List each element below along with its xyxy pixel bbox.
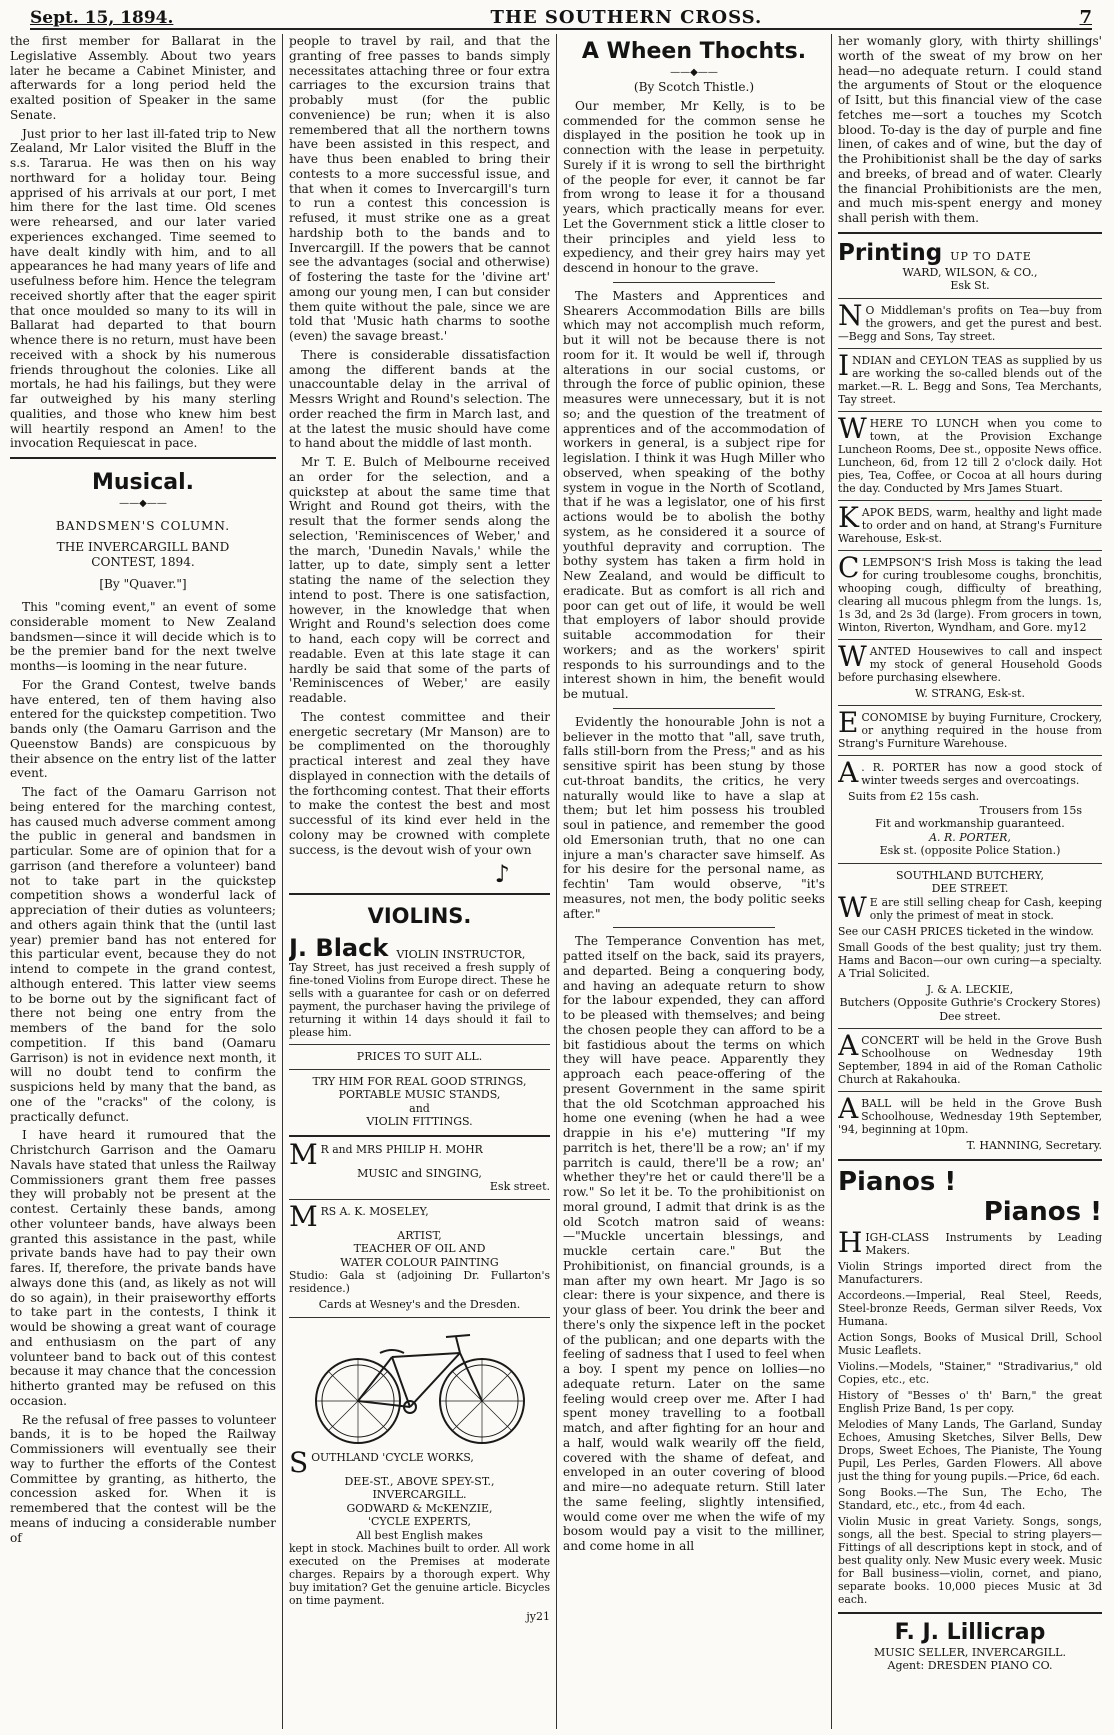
butchery-goods: Small Goods of the best quality; just try them. Hams and Bacon—our own curing—a specialty. A Trial Solicited.	[838, 940, 1102, 980]
column-3	[563, 34, 825, 1729]
ad-code: my12	[1056, 620, 1087, 634]
article-paragraph: Re the refusal of free passes to volunteer bands, it is to be hoped the Railway Commissioners will eventually see their way to further the efforts of the Contest Committee by granting, as hitherto, the concession asked for. When it is remembered that the contest will be the means of inducing a considerable number of	[10, 1412, 276, 1545]
section-divider	[289, 893, 550, 895]
ad-divider	[289, 1044, 550, 1045]
ad-divider	[838, 1028, 1102, 1029]
drop-cap: S	[289, 1445, 309, 1479]
ad-divider	[289, 1199, 550, 1200]
pianos-violin-music: Violin Music in great Variety. Songs, songs, songs, all the best. Special to string players—Fittings of all descriptions kept in stock, and of best quality only. New Music every week. Music for Ball business—violin, cornet, and piano, separate books. 10,000 pieces Music at 3d each.	[838, 1514, 1102, 1606]
pianos-strings: Violin Strings imported direct from the Manufacturers.	[838, 1259, 1102, 1286]
ad-divider	[838, 639, 1102, 640]
article-paragraph: I have heard it rumoured that the Christchurch Garrison and the Oamaru Navals have stated that unless the Railway Commissioners grant them free passes they will probably not be present at the contest. Certainly these bands, among other volunteer bands, have always been granted this assistance in the past, while private bands have had to pay their own fares. If, therefore, the private bands have always done this (and, as likely as not will do so again), in their praiseworthy efforts to take part in the contests, I think it would be showing a great want of courage and enthusiasm on the part of any volunteer band to back out of this contest because it may chance that the concession hitherto granted may be refused on this occasion.	[10, 1128, 276, 1408]
drop-cap: A	[838, 1029, 859, 1063]
porter-ad: . R. PORTER has now a good stock of winter tweeds serges and overcoatings.	[861, 761, 1102, 788]
section-divider	[838, 1159, 1102, 1161]
ad-divider	[838, 755, 1102, 756]
pianos-heading: Pianos !	[983, 1196, 1102, 1227]
economise-ad: CONOMISE by buying Furniture, Crockery, or anything required in the house from Strang's Furniture Warehouse.	[838, 711, 1102, 751]
butchery-prices: See our CASH PRICES ticketed in the window.	[838, 924, 1094, 938]
porter-suits: Suits from £2 15s cash.	[848, 790, 980, 804]
ad-divider	[289, 1135, 550, 1137]
ad-divider	[838, 298, 1102, 299]
irish-moss-ad: LEMPSON'S Irish Moss is taking the lead for curing troublesome coughs, bronchitis, whooping cough, difficulty of breathing, clearing all mucous phlegm from the lungs. 1s, 1s 3d, and 2s 3d (large). From grocers in town, Winton, Riverton, Wyndham, and Gore.	[838, 555, 1102, 634]
drop-cap: W	[838, 411, 867, 445]
article-paragraph: For the Grand Contest, twelve bands have entered, ten of them having also entered for the quickstep competition. Two bands only (the Oamaru Garrison and the Queenstow Bands) are conspicuous by their absence on the entry list of the latter event.	[10, 677, 276, 781]
column-rule	[556, 34, 557, 1729]
pianos-heading: Pianos !	[838, 1166, 957, 1197]
pianos-history: History of "Besses o' th' Barn," the great English Prize Band, 1s per copy.	[838, 1388, 1102, 1415]
black-ad-text: Tay Street, has just received a fresh supply of fine-toned Violins from Europe direct. These he sells with a guarantee for cash or on deferred payment, the purchaser having the privilege of returning it within 14 days should it fail to please him.	[289, 961, 550, 1040]
porter-guarantee: Fit and workmanship guaranteed.	[875, 817, 1065, 831]
pianos-makers: IGH-CLASS Instruments by Leading Makers.	[865, 1230, 1102, 1257]
diamond-ornament-icon: ——◆——	[670, 67, 718, 78]
teas-ad: NDIAN and CEYLON TEAS as supplied by us are working the so-called blends out of the market.—R. L. Begg and Sons, Tea Merchants, Tay street.	[838, 353, 1102, 406]
section-divider	[10, 457, 276, 459]
drop-cap: A	[838, 1092, 859, 1126]
cycle-makes: All best English makes	[356, 1528, 483, 1542]
bandsmen-heading: BANDSMEN'S COLUMN.	[55, 519, 231, 533]
ad-divider	[838, 705, 1102, 706]
cycle-experts: 'CYCLE EXPERTS,	[367, 1515, 472, 1529]
moseley-name: RS A. K. MOSELEY,	[320, 1204, 429, 1218]
lalor-paragraph: Just prior to her last ill-fated trip to New Zealand, Mr Lalor visited the Bluff in the s.s. Tararua. He was then on his way northward for a holiday tour. Being apprised of his arrivals at our port, I met him there for the last time. Old scenes were rehearsed, and our later varied experiences exchanged. Time seemed to have dealt kindly with him, and to all appearances he had many years of life and usefulness before him. Hence the telegram received shortly after that the eager spirit that once moulded so many to its will in Ballarat had departed to that bourn whence there is no return, must have been received with a shock by his numerous friends throughout the colonies. Like all mortals, he had his failings, but they were far outweighed by his many sterling qualities, and those who knew him best will heartily respond an Amen! to the invocation Requiescat in pace.	[10, 126, 276, 451]
mohr-subject: MUSIC and SINGING,	[357, 1166, 482, 1180]
column-1	[10, 34, 276, 1729]
ball-secretary: T. HANNING, Secretary.	[966, 1139, 1102, 1153]
ad-divider	[289, 1317, 550, 1318]
quaver-signoff-icon: ♪	[494, 860, 510, 889]
ad-divider	[838, 1091, 1102, 1092]
ball-notice: BALL will be held in the Grove Bush Schoolhouse, Wednesday 19th September, '94, beginning at 10pm.	[838, 1097, 1102, 1137]
butchery-location: Butchers (Opposite Guthrie's Crockery Stores)	[839, 996, 1101, 1010]
drop-cap: H	[838, 1225, 863, 1259]
tea-ad: O Middleman's profits on Tea—buy from the growers, and get the purest and best.—Begg and Sons, Tay street.	[838, 303, 1102, 343]
column-rule	[282, 34, 283, 1729]
byline: (By Scotch Thistle.)	[633, 80, 755, 94]
lillicrap-trade: MUSIC SELLER, INVERCARGILL.	[874, 1645, 1066, 1659]
article-paragraph: The Masters and Apprentices and Shearers Accommodation Bills are bills which may not accomplish much reform, but it will not be because there is not room for it. It would be well if, through alterations in our social customs, or through the force of public opinion, these measures were unnecessary, but it is not so; and the question of the treatment of apprentices and of the accommodation of workers in general, is a subject ripe for legislation. I think it was Hugh Miller who observed, when speaking of the bothy system in vogue in the North of Scotland, that if he was a legislator, one of his first actions would be to abolish the bothy system, as he considered it a source of youthful depravity and corruption. The bothy system has taken a firm hold in New Zealand, and would be difficult to eradicate. But as comfort is all rich and poor can get out of life, it would be well that employers of labor should provide suitable accommodation for their workers; and as the workers' spirit responds to his surroundings and to the interest shown in him, the benefit would be mutual.	[563, 288, 825, 701]
cycle-town: INVERCARGILL.	[372, 1488, 467, 1502]
drop-cap: E	[838, 706, 859, 740]
article-paragraph: her womanly glory, with thirty shillings' worth of the sweat of my brow on her head—no adequate return. I could stand the arguments of Stout or the eloquence of Isitt, but this financial view of the case fetches me—sort a touches my Scotch blood. To-day is the day of purple and fine linen, of cakes and of wine, but the day of the Prohibitionist shall be the day of sarks and breeks, of bread and of water. Clearly the financial Prohibitionists are the men, and much mis-spent energy and money shall perish with them.	[838, 34, 1102, 225]
mohr-address: Esk street.	[489, 1180, 550, 1194]
musical-heading: Musical.	[92, 470, 194, 495]
lunch-ad: HERE TO LUNCH when you come to town, at the Provision Exchange Luncheon Rooms, Dee st., opposite News office. Luncheon, 6d, from 12 till 2 o'clock daily. Hot pies, Tea, Coffee, or Cocoa at all hours during the day. Conducted by Mrs James Stuart.	[838, 416, 1102, 495]
article-paragraph: people to travel by rail, and that the granting of free passes to bands simply necessitates attaching three or four extra carriages to the excursion trains that probably must (for the public convenience) be run; when it is also remembered that all the northern towns have been assisted in this respect, and have thus been enabled to bring their contests to a more successful issue, and that when it comes to Invercargill's turn to run a contest this concession is refused, it must strike one as a great hardship both to the bands and to Invercargill. If the powers that be cannot see the advantages (social and otherwise) of fostering the taste for the 'divine art' among our young men, I can but consider them quite without the pale, since we are told that 'Music hath charms to soothe (even) the savage breast.'	[289, 34, 550, 343]
moseley-artist: ARTIST,	[397, 1228, 442, 1242]
violins-heading: VIOLINS.	[367, 904, 472, 929]
butchery-street: DEE STREET.	[931, 882, 1009, 896]
ad-divider	[838, 550, 1102, 551]
column-4	[838, 34, 1102, 1729]
column-rule	[831, 34, 832, 1729]
article-paragraph: The Temperance Convention has met, patted itself on the back, said its prayers, and departed. Being a conquering body, and having an adequate return to show for the labour expended, they can afford to be pleased with themselves; and being the chosen people they can afford to be a bit fastidious about the terms on which they will have peace. Apparently they approach each peace-offering of the present Government in the same spirit that the old Scotchman approached his home one evening (when he had a wee drappie in his e'e) muttering "If my parritch is het, there'll be a row; an' if my parritch is cauld, there'll be a row; an' whether they're het or cauld there'll be a row." So let it be. To the prohibitionist on moral ground, I admit that drink is as the old Scotch matron said of weans:—"Muckle uncertain blessings, and muckle certain care." But the Prohibitionist, on financial grounds, is a man after my own heart. Mr Jago is so clear: there is your sixpence, and there is your glass of beer. You drink the beer and there's only the sixpence left in the pocket of the publican; and one departs with the feeling of sadness that I used to feel when a boy. I spent my pence on lollies—no adequate return. Later on the same feeling would creep over me. After I had spent money travelling to a football match, and after fighting for an hour and a half, would walk wearily off the field, covered with the shame of defeat, and enveloped in an outer covering of blood and mire—no adequate return. Still later the same feeling, slightly intensified, would come over me when the wife of my bosom would pay a visit to the milliner, and come home in all	[563, 934, 825, 1553]
wanted-ad: ANTED Housewives to call and inspect my stock of general Household Goods before purchasing elsewhere.	[838, 644, 1102, 684]
moseley-painting: WATER COLOUR PAINTING	[340, 1255, 499, 1269]
article-paragraph: Mr T. E. Bulch of Melbourne received an order for the selection, and a quickstep at about the same time that Wright and Round got theirs, with the result that the former sends along the selection, 'Reminiscences of Weber,' and the march, 'Dunedin Navals,' while the latter, up to date, simply sent a letter stating the name of the selection they intend to post. There is one satisfaction, however, in the knowledge that when Wright and Round's selection does come to hand, each copy will be correct and readable. Even at this late stage it can hardly be said that some of the parts of 'Reminiscences of Weber,' are easily readable.	[289, 455, 550, 705]
moseley-teacher: TEACHER OF OIL AND	[353, 1242, 486, 1256]
porter-trousers: Trousers from 15s	[979, 803, 1082, 817]
drop-cap: N	[838, 298, 863, 332]
ad-divider	[838, 348, 1102, 349]
ad-divider	[838, 411, 1102, 412]
porter-address: Esk st. (opposite Police Station.)	[879, 844, 1061, 858]
prices-line: PRICES TO SUIT ALL.	[356, 1050, 483, 1064]
article-paragraph: There is considerable dissatisfaction among the different bands at the unaccountable delay in the arrival of Messrs Wright and Round's selection. The order reached the firm in March last, and at the latest the music should have come to hand about the middle of last month.	[289, 347, 550, 451]
wheen-thochts-heading: A Wheen Thochts.	[581, 39, 807, 64]
ad-divider	[289, 1069, 550, 1070]
cycle-firm: GODWARD & McKENZIE,	[346, 1501, 493, 1515]
lillicrap-heading: F. J. Lillicrap	[894, 1619, 1046, 1645]
column-2	[289, 34, 550, 1729]
pianos-melodies: Melodies of Many Lands, The Garland, Sunday Echoes, Amusing Sketches, Silver Bells, Dew Drops, Sweet Echoes, The Pianiste, The Young Pupil, Les Perles, Garden Flowers. All above just the thing for young pupils.—Price, 6d each.	[838, 1417, 1102, 1483]
cycle-works-name: OUTHLAND 'CYCLE WORKS,	[311, 1450, 474, 1464]
byline: [By "Quaver."]	[99, 577, 187, 592]
pianos-song-books: Song Books.—The Sun, The Echo, The Standard, etc., etc., from 4d each.	[838, 1485, 1102, 1512]
article-paragraph: Our member, Mr Kelly, is to be commended for the common sense he displayed in the position he took up in connection with the lease in perpetuity. Surely if it is wrong to sell the birthright of the people for ever, it cannot be far from wrong to lease it for a thousand years, which practically means for ever. Let the Government stick a little closer to their principles and yield less to expediency, and their grey hairs may yet descend in honour to the grave.	[563, 98, 825, 275]
article-paragraph: This "coming event," an event of some considerable moment to New Zealand bandsmen—since it will decide which is to be the premier band for the next twelve months—is looming in the near future.	[10, 600, 276, 673]
article-paragraph: The contest committee and their energetic secretary (Mr Manson) are to be complimented on the thoroughly practical interest and zeal they have displayed in connection with the details of the forthcoming contest. That their efforts to make the contest the best and most successful of its kind ever held in the colony may be crowned with complete success, is the devout wish of your own	[289, 709, 550, 857]
fittings-line: VIOLIN FITTINGS.	[366, 1115, 473, 1129]
diamond-ornament-icon: ——◆——	[119, 498, 167, 509]
pianos-accordeons: Accordeons.—Imperial, Real Steel, Reeds, Steel-bronze Reeds, German silver Reeds, Vox Humana.	[838, 1288, 1102, 1328]
try-him-line: TRY HIM FOR REAL GOOD STRINGS, PORTABLE MUSIC STANDS,	[312, 1074, 527, 1102]
kapok-ad: APOK BEDS, warm, healthy and light made to order and on hand, at Strang's Furniture Warehouse, Esk-st.	[838, 505, 1102, 545]
lalor-paragraph: the first member for Ballarat in the Legislative Assembly. About two years later he became a Cabinet Minister, and afterwards for a long period held the exalted position of Speaker in the same Senate.	[10, 34, 276, 122]
cycle-address: DEE-ST., ABOVE SPEY-ST.,	[344, 1474, 495, 1488]
drop-cap: C	[838, 550, 860, 584]
pianos-violins: Violins.—Models, "Stainer," "Stradivarius," old Copies, etc., etc.	[838, 1359, 1102, 1386]
cycle-details: kept in stock. Machines built to order. All work executed on the Premises at moderate charges. Repairs by a thorough expert. Why buy imitation? Get the genuine article. Bicycles on time payment.	[289, 1542, 550, 1608]
printing-address: Esk St.	[950, 279, 990, 293]
butchery-street-2: Dee street.	[939, 1009, 1001, 1023]
bicycle-illustration-icon	[300, 1323, 540, 1447]
mohr-name: R and MRS PHILIP H. MOHR	[320, 1142, 483, 1156]
drop-cap: M	[289, 1137, 318, 1171]
short-divider	[613, 708, 775, 709]
porter-name: A. R. PORTER,	[929, 830, 1011, 844]
and-line: and	[409, 1101, 430, 1115]
butchery-name: SOUTHLAND BUTCHERY,	[896, 868, 1044, 882]
butchery-cash: E are still selling cheap for Cash, keeping only the primest of meat in stock.	[869, 895, 1102, 922]
issue-date: Sept. 15, 1894.	[30, 8, 174, 28]
drop-cap: W	[838, 639, 867, 673]
page-number: 7	[1079, 7, 1092, 28]
masthead	[30, 6, 1092, 30]
section-divider	[838, 1612, 1102, 1614]
contest-heading: THE INVERCARGILL BAND CONTEST, 1894.	[56, 539, 230, 569]
drop-cap: W	[838, 890, 867, 924]
drop-cap: A	[838, 756, 859, 790]
ad-code: jy21	[526, 1610, 550, 1624]
printing-heading: Printing	[838, 239, 943, 266]
ad-divider	[838, 863, 1102, 864]
butchery-owners: J. & A. LECKIE,	[926, 982, 1014, 996]
printing-firm: WARD, WILSON, & CO.,	[902, 265, 1038, 279]
lillicrap-agent: Agent: DRESDEN PIANO CO.	[887, 1659, 1053, 1673]
article-paragraph: Evidently the honourable John is not a believer in the motto that "all, save truth, falls still-born from the Press;" and as his sensitive spirit has been stung by those cut-throat bandits, the critics, he very naturally would like to have a slap at them; but let him possess his troubled soul in patience, and remember the good old Emersonian truth, that no one can injure a man's character save himself. As for his desire for the personal name, as fechtin' Tam would observe, "it's measures, not men, the body politic seeks after."	[563, 714, 825, 921]
drop-cap: I	[838, 348, 850, 382]
article-paragraph: The fact of the Oamaru Garrison not being entered for the marching contest, has caused much adverse comment among the public in general and bandsmen in particular. Some are of opinion that for a garrison (and therefore a volunteer) band not to take part in the quickstep competition shows a wonderful lack of appreciation of their duties as volunteers; and others again think that the (until last year) premier band has not entered for this particular event, because they do not intend to compete in the grand contest, although entered. This latter view seems to be borne out by the significant fact of there not being one entry from the members of the band for the solo competition. If this band (Oamaru Garrison) is not in evidence next month, it will no doubt tend to confirm the suspicions held by many that the band, as one of the "cracks" of the colony, is practically defunct.	[10, 785, 276, 1124]
strang-signature: W. STRANG, Esk-st.	[915, 686, 1025, 700]
paper-title: THE SOUTHERN CROSS.	[490, 7, 763, 28]
drop-cap: M	[289, 1199, 318, 1233]
ad-divider	[838, 500, 1102, 501]
section-divider	[838, 232, 1102, 234]
short-divider	[613, 927, 775, 928]
printing-tagline: UP TO DATE	[950, 249, 1032, 263]
drop-cap: K	[838, 500, 859, 534]
moseley-studio: Studio: Gala st (adjoining Dr. Fullarton's residence.)	[289, 1269, 550, 1296]
pianos-action-songs: Action Songs, Books of Musical Drill, School Music Leaflets.	[838, 1330, 1102, 1357]
short-divider	[613, 282, 775, 283]
black-role: VIOLIN INSTRUCTOR,	[396, 947, 526, 961]
black-name: J. Black	[289, 934, 389, 963]
concert-notice: CONCERT will be held in the Grove Bush Schoolhouse on Wednesday 19th September, 1894 in aid of the Roman Catholic Church at Rakahouka.	[838, 1034, 1102, 1087]
moseley-cards: Cards at Wesney's and the Dresden.	[318, 1298, 521, 1312]
